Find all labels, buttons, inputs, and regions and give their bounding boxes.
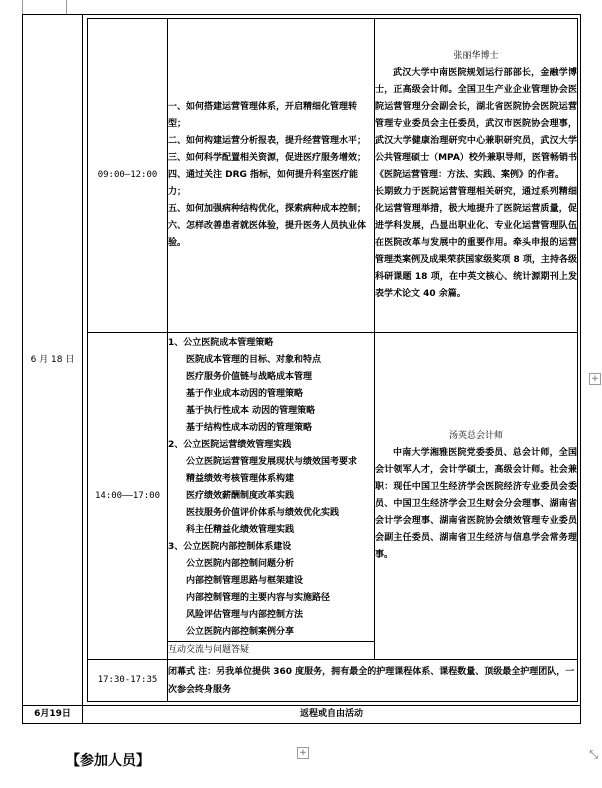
afternoon-section-item: 公立医院内部控制案例分享 (186, 627, 295, 637)
day2-row (23, 706, 581, 724)
afternoon-section-item: 基于结构性成本动因的管理策略 (186, 423, 313, 433)
day2-activity: 返程或自由活动 (83, 706, 581, 724)
afternoon-section-item: 内部控制管理的主要内容与实施路径 (186, 593, 331, 603)
morning-topic-item: 三、如何科学配置相关资源，促进医疗服务增效； (168, 153, 367, 163)
afternoon-section-item: 医院成本管理的目标、对象和特点 (186, 355, 322, 365)
page-corner-mark (66, 0, 67, 14)
day1-sessions-cell (83, 15, 581, 706)
table-resize-handle-icon[interactable]: ⤡ (589, 748, 598, 761)
morning-topic-item: 一、如何搭建运营管理体系，开启精细化管理转型； (168, 102, 358, 129)
day1-date: 6 月 18 日 (30, 354, 75, 365)
afternoon-section-heading: 2、公立医院运营绩效管理实践 (168, 440, 292, 450)
day2-date: 6月19日 (23, 706, 83, 724)
afternoon-section-item: 风险评估管理与内部控制方法 (186, 610, 304, 620)
morning-speaker (375, 19, 578, 333)
afternoon-speaker (375, 333, 578, 660)
afternoon-section-item: 公立医院内部控制问题分析 (186, 559, 295, 569)
morning-speaker-name: 张丽华博士 (453, 51, 499, 61)
day1-date-cell (23, 15, 83, 706)
morning-topic-item: 四、通过关注 DRG 指标，如何提升科室医疗能力； (168, 170, 359, 197)
afternoon-section-item: 精益绩效考核管理体系构建 (186, 474, 295, 484)
add-column-icon[interactable]: + (589, 373, 601, 385)
afternoon-time: 14:00——17:00 (88, 333, 168, 660)
afternoon-section-item: 基于执行性成本 动因的管理策略 (186, 406, 316, 416)
morning-speaker-bio-2: 长期致力于医院运营管理相关研究，通过系列精细化运营管理举措，极大地提升了医院运营质量，促进学科发展，凸显出职业化、专业化运营管理队伍在医院改革与发展中的重要作用。牵头申报的运营管理类案例及成果荣获国家级奖项 8 项，主持各级科研课题 18 项，在中英文核心、统计源期刊上发表学术论文 40 余篇。 (375, 187, 577, 299)
afternoon-speaker-bio: 中南大学湘雅医院党委委员、总会计师，全国会计领军人才，会计学硕士，高级会计师。社会兼职：现任中国卫生经济学会医院经济专业委员会委员、中国卫生经济学会卫生财会分会理事、湖南省会计学会理事、湖南省医院协会绩效管理专业委员会副主任委员、湖南省卫生经济与信息学会常务理事。 (375, 448, 577, 560)
afternoon-section-item: 科主任精益化绩效管理实践 (186, 525, 295, 535)
closing-time: 17:30-17:35 (88, 660, 168, 702)
participants-heading: 【参加人员】 (66, 753, 150, 769)
afternoon-section-heading: 3、公立医院内部控制体系建设 (168, 542, 292, 552)
afternoon-session-row (88, 333, 578, 642)
morning-topic-list (168, 99, 374, 252)
closing-row (88, 660, 578, 702)
morning-speaker-bio: 武汉大学中南医院规划运行部部长，金融学博士，正高级会计师。全国卫生产业企业管理协会医院运营管理分会副会长，湖北省医院协会医院运营管理专业委员会主任委员，武汉市医院协会理事，武汉大学健康治理研究中心兼职研究员，武汉大学公共管理硕士（MPA）校外兼职导师，医管畅销书《医院运营管理：方法、实践、案例》的作者。 (375, 68, 577, 180)
afternoon-section-item: 医技服务价值评价体系与绩效优化实践 (186, 508, 340, 518)
morning-topic-item: 六、怎样改善患者就医体验，提升医务人员执业体验。 (168, 221, 367, 248)
page-corner-mark (22, 0, 23, 14)
morning-topics (168, 19, 375, 333)
afternoon-speaker-name: 汤英总会计师 (448, 431, 503, 441)
interaction-text: 互动交流与问题答疑 (168, 642, 375, 660)
morning-time: 09:00—12:00 (88, 19, 168, 333)
add-row-icon[interactable]: + (297, 747, 309, 759)
afternoon-section-item: 医疗绩效薪酬制度改革实践 (186, 491, 295, 501)
morning-topic-item: 二、如何构建运营分析报表，提升经营管理水平； (168, 136, 367, 146)
morning-topic-item: 五、如何加强病种结构优化，探索病种成本控制； (168, 204, 367, 214)
sessions-table (87, 18, 578, 702)
afternoon-section-item: 内部控制管理思路与框架建设 (186, 576, 304, 586)
afternoon-section-item: 医疗服务价值链与战略成本管理 (186, 372, 313, 382)
afternoon-section-item: 基于作业成本动因的管理策略 (186, 389, 304, 399)
morning-session-row (88, 19, 578, 333)
schedule-table (22, 14, 581, 724)
day1-row (23, 15, 581, 706)
afternoon-topics (168, 333, 375, 642)
afternoon-section-heading: 1、公立医院成本管理策略 (168, 338, 274, 348)
afternoon-section-item: 公立医院运营管理发展现状与绩效国考要求 (186, 457, 358, 467)
afternoon-topic-list (168, 335, 374, 641)
closing-text: 闭幕式 注：另我单位提供 360 度服务，拥有最全的护理课程体系、课程数量、顶级最全护理团队，一次参会终身服务 (168, 660, 578, 702)
